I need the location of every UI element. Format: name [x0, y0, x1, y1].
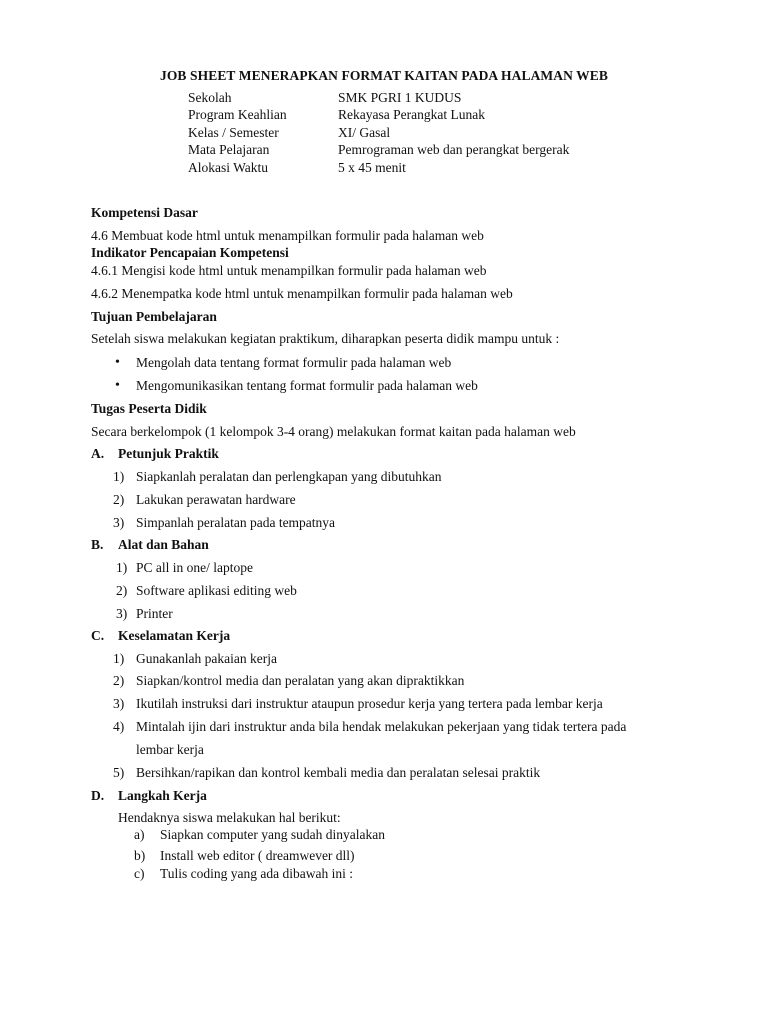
- tujuan-item: Mengomunikasikan tentang format formulir pada halaman web: [136, 378, 478, 393]
- list-item: Tulis coding yang ada dibawah ini :: [160, 866, 353, 881]
- tugas-heading: Tugas Peserta Didik: [91, 401, 207, 416]
- kompetensi-dasar-heading: Kompetensi Dasar: [91, 205, 198, 220]
- list-number: 4): [113, 719, 125, 734]
- kompetensi-dasar-text: 4.6 Membuat kode html untuk menampilkan formulir pada halaman web: [91, 228, 484, 243]
- list-letter: c): [134, 866, 145, 881]
- tujuan-heading: Tujuan Pembelajaran: [91, 309, 217, 324]
- header-label-kelas: Kelas / Semester: [188, 125, 279, 140]
- header-label-sekolah: Sekolah: [188, 90, 232, 105]
- list-item: Software aplikasi editing web: [136, 583, 297, 598]
- list-item: Siapkanlah peralatan dan perlengkapan yang dibutuhkan: [136, 469, 442, 484]
- list-item: Siapkan computer yang sudah dinyalakan: [160, 827, 385, 842]
- list-item-continuation: lembar kerja: [136, 742, 204, 757]
- list-item: Bersihkan/rapikan dan kontrol kembali media dan peralatan selesai praktik: [136, 765, 541, 780]
- section-d-letter: D.: [91, 788, 105, 803]
- header-label-waktu: Alokasi Waktu: [188, 160, 269, 175]
- section-b-letter: B.: [91, 537, 104, 552]
- list-item: PC all in one/ laptope: [136, 560, 253, 575]
- section-d-intro: Hendaknya siswa melakukan hal berikut:: [118, 810, 341, 825]
- list-item: Siapkan/kontrol media dan peralatan yang akan dipraktikkan: [136, 673, 465, 688]
- section-c-letter: C.: [91, 628, 105, 643]
- list-number: 2): [113, 492, 125, 507]
- section-a-letter: A.: [91, 446, 105, 461]
- list-number: 3): [113, 696, 125, 711]
- list-number: 1): [116, 560, 128, 575]
- header-value-waktu: 5 x 45 menit: [338, 160, 406, 175]
- section-d-heading: Langkah Kerja: [118, 788, 207, 803]
- list-number: 5): [113, 765, 125, 780]
- list-number: 3): [116, 606, 128, 621]
- list-item: Install web editor ( dreamwever dll): [160, 848, 355, 863]
- indikator-heading: Indikator Pencapaian Kompetensi: [91, 245, 289, 260]
- list-number: 2): [116, 583, 128, 598]
- header-label-mapel: Mata Pelajaran: [188, 142, 270, 157]
- bullet-icon: •: [115, 378, 120, 393]
- list-item: Gunakanlah pakaian kerja: [136, 651, 277, 666]
- section-b-heading: Alat dan Bahan: [118, 537, 209, 552]
- list-item: Ikutilah instruksi dari instruktur ataupun prosedur kerja yang tertera pada lembar kerja: [136, 696, 603, 711]
- section-c-heading: Keselamatan Kerja: [118, 628, 231, 643]
- tujuan-item: Mengolah data tentang format formulir pada halaman web: [136, 355, 452, 370]
- header-value-sekolah: SMK PGRI 1 KUDUS: [338, 90, 462, 105]
- list-item: Printer: [136, 606, 173, 621]
- indikator-item: 4.6.1 Mengisi kode html untuk menampilkan formulir pada halaman web: [91, 263, 487, 278]
- tujuan-intro: Setelah siswa melakukan kegiatan praktikum, diharapkan peserta didik mampu untuk :: [91, 331, 560, 346]
- header-value-mapel: Pemrograman web dan perangkat bergerak: [338, 142, 570, 157]
- list-item: Mintalah ijin dari instruktur anda bila hendak melakukan pekerjaan yang tidak tertera pada: [136, 719, 627, 734]
- list-letter: b): [134, 848, 146, 863]
- list-item: Lakukan perawatan hardware: [136, 492, 296, 507]
- list-number: 1): [113, 651, 125, 666]
- page-title: JOB SHEET MENERAPKAN FORMAT KAITAN PADA HALAMAN WEB: [159, 68, 608, 83]
- header-value-program: Rekayasa Perangkat Lunak: [338, 107, 485, 122]
- header-value-kelas: XI/ Gasal: [338, 125, 391, 140]
- bullet-icon: •: [115, 355, 120, 370]
- list-item: Simpanlah peralatan pada tempatnya: [136, 515, 336, 530]
- indikator-item: 4.6.2 Menempatka kode html untuk menampilkan formulir pada halaman web: [91, 286, 513, 301]
- list-number: 3): [113, 515, 125, 530]
- header-label-program: Program Keahlian: [188, 107, 287, 122]
- list-letter: a): [134, 827, 145, 842]
- tugas-text: Secara berkelompok (1 kelompok 3-4 orang) melakukan format kaitan pada halaman web: [91, 424, 576, 439]
- list-number: 1): [113, 469, 125, 484]
- list-number: 2): [113, 673, 125, 688]
- section-a-heading: Petunjuk Praktik: [118, 446, 219, 461]
